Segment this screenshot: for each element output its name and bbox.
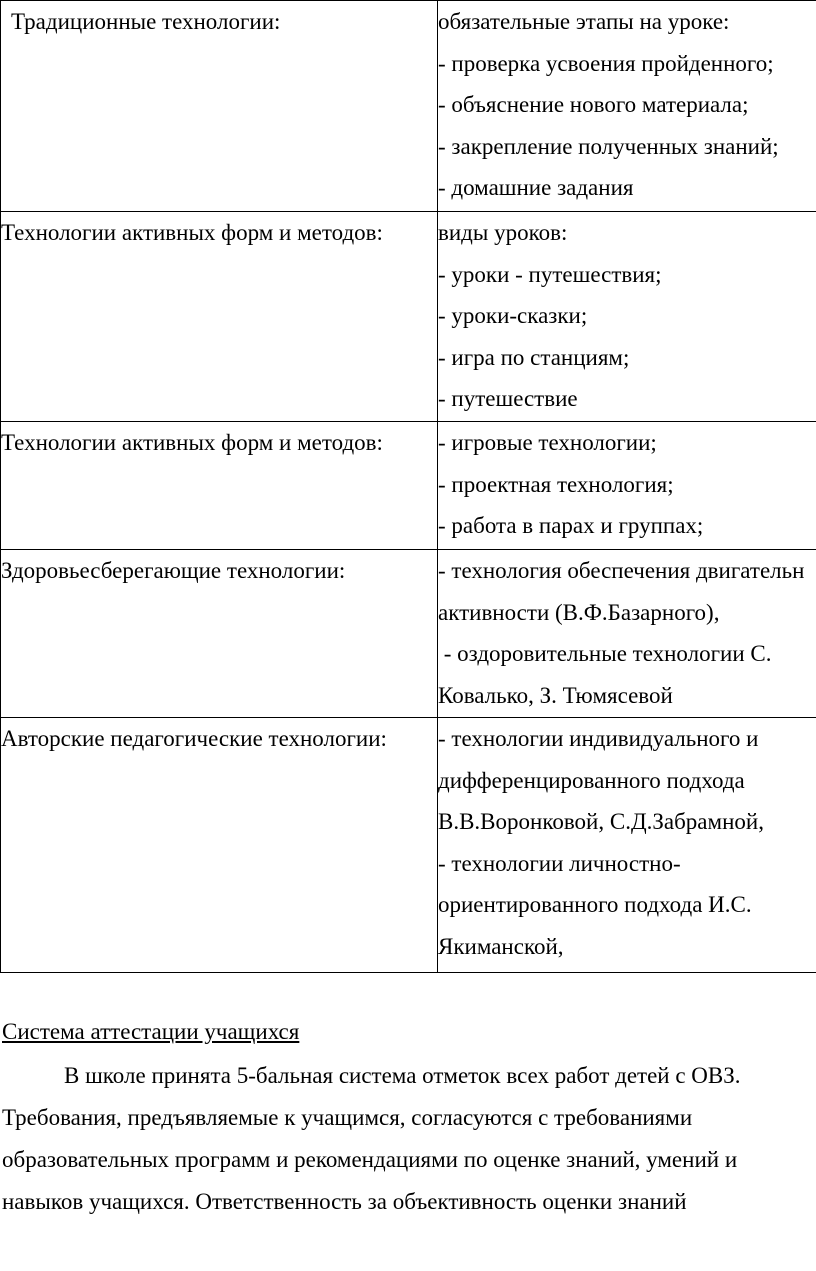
details-cell xyxy=(438,718,816,973)
detail-line: - работа в парах и группах; xyxy=(438,513,704,538)
detail-line: дифференцированного подхода xyxy=(438,767,745,793)
detail-line: ориентированного подхода И.С. xyxy=(438,892,752,917)
detail-line: виды уроков: xyxy=(438,220,568,245)
paragraph-line: В школе принята 5-бальная система отметок всех работ детей с ОВЗ. xyxy=(64,1063,741,1088)
details-cell xyxy=(438,422,816,550)
detail-line: активности (В.Ф.Базарного), xyxy=(438,599,720,625)
detail-line: В.В.Воронковой, С.Д.Забрамной, xyxy=(438,809,764,834)
table-row xyxy=(1,212,816,422)
detail-line: - игра по станциям; xyxy=(438,344,630,370)
detail-line: - закрепление полученных знаний; xyxy=(438,133,779,159)
section-heading: Система аттестации учащихся xyxy=(2,1019,300,1044)
category-label: Технологии активных форм и методов: xyxy=(1,430,383,455)
category-label: Технологии активных форм и методов: xyxy=(1,220,383,245)
detail-line: Якиманской, xyxy=(438,933,564,959)
detail-line: - домашние задания xyxy=(438,175,634,200)
detail-line: - путешествие xyxy=(438,386,578,411)
details-cell xyxy=(438,1,816,212)
category-cell xyxy=(1,422,438,550)
table-row xyxy=(1,1,816,212)
category-cell xyxy=(1,1,438,212)
paragraph-line: образовательных программ и рекомендациями по оценке знаний, умений и xyxy=(2,1147,738,1172)
detail-line: - игровые технологии; xyxy=(438,430,657,455)
table-row xyxy=(1,422,816,550)
detail-line: - оздоровительные технологии С. xyxy=(438,641,772,666)
table-row xyxy=(1,718,816,973)
category-label: Традиционные технологии: xyxy=(11,9,281,34)
category-cell xyxy=(1,718,438,973)
detail-line: - проектная технология; xyxy=(438,471,674,497)
paragraph-line: навыков учащихся. Ответственность за объективность оценки знаний xyxy=(2,1189,687,1214)
paragraph-line: Требования, предъявляемые к учащимся, согласуются с требованиями xyxy=(2,1105,693,1130)
table-row xyxy=(1,550,816,718)
detail-line: обязательные этапы на уроке: xyxy=(438,9,730,34)
category-cell xyxy=(1,550,438,718)
detail-line: - уроки - путешествия; xyxy=(438,261,662,287)
category-label: Авторские педагогические технологии: xyxy=(1,726,387,751)
section-paragraph xyxy=(2,1055,814,1223)
category-label: Здоровьесберегающие технологии: xyxy=(1,558,346,583)
detail-line: Ковалько, З. Тюмясевой xyxy=(438,682,673,708)
details-cell xyxy=(438,550,816,718)
detail-line: - объяснение нового материала; xyxy=(438,92,749,117)
detail-line: - технология обеспечения двигательн xyxy=(438,558,805,583)
detail-line: - технологии личностно- xyxy=(438,850,681,876)
detail-line: - проверка усвоения пройденного; xyxy=(438,50,774,76)
detail-line: - технологии индивидуального и xyxy=(438,726,759,751)
category-cell xyxy=(1,212,438,422)
details-cell xyxy=(438,212,816,422)
detail-line: - уроки-сказки; xyxy=(438,303,588,328)
